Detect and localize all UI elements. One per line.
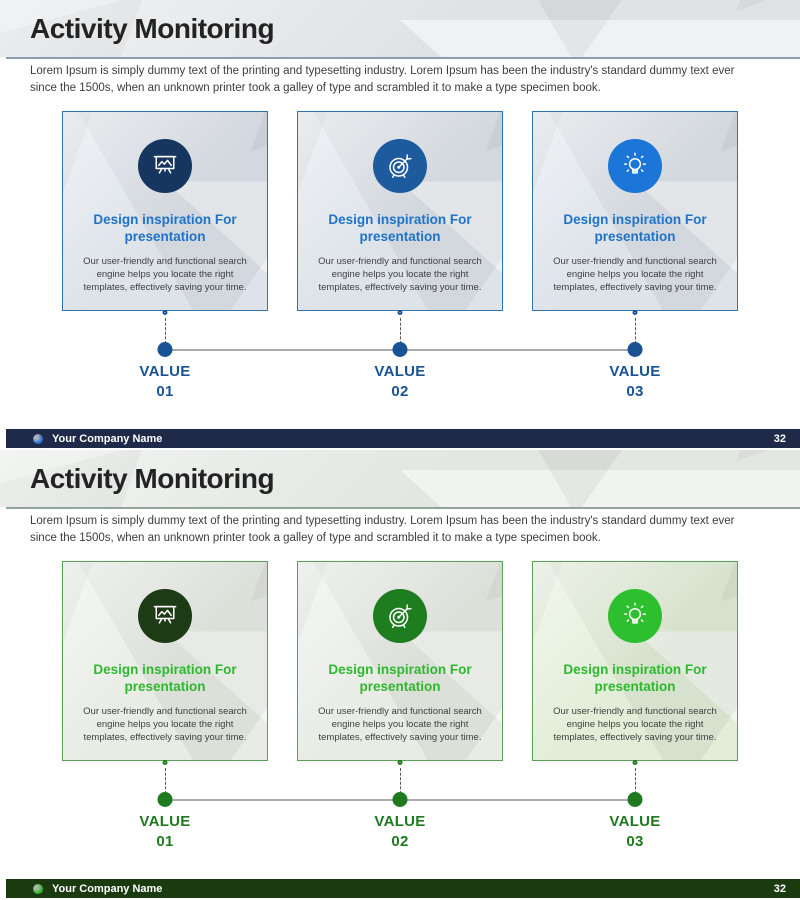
card-body-text: Our user-friendly and functional search engine helps you locate the right templates, effectively saving your time.: [83, 705, 247, 744]
card-body-text: Our user-friendly and functional search engine helps you locate the right templates, effectively saving your time.: [318, 255, 482, 294]
card-heading: Design inspiration For presentation: [328, 212, 472, 244]
slide-green: [0, 450, 800, 900]
value-number: 02: [391, 832, 409, 850]
value-number: 03: [626, 382, 644, 400]
timeline-dashed-connector: [400, 768, 401, 794]
timeline-dot: [628, 342, 643, 357]
timeline-dashed-connector: [635, 768, 636, 794]
value-label-03: [570, 362, 700, 401]
value-number: 01: [156, 832, 174, 850]
value-label-02: [335, 362, 465, 401]
timeline-dot: [628, 792, 643, 807]
card-heading: Design inspiration For presentation: [93, 212, 237, 244]
card-body-text: Our user-friendly and functional search engine helps you locate the right templates, effectively saving your time.: [553, 255, 717, 294]
slide-footer: [6, 879, 800, 898]
slide-title: Activity Monitoring: [30, 463, 275, 494]
card-value-02: [297, 111, 503, 311]
target-arrow-icon: [373, 139, 427, 193]
presentation-chart-icon: [138, 589, 192, 643]
page-number: 32: [773, 882, 786, 895]
page-number: 32: [773, 432, 786, 445]
intro-text: Lorem Ipsum is simply dummy text of the printing and typesetting industry. Lorem Ipsum has been the industry's standard dummy text ever since the 1500s, when an unknown printer took a galley of type and scrambled it to make a type specimen book.: [30, 515, 735, 544]
timeline-dot: [158, 342, 173, 357]
value-number: 01: [156, 382, 174, 400]
connector-ring-dot: [398, 310, 403, 315]
timeline-dashed-connector: [165, 318, 166, 344]
connector-ring-dot: [163, 760, 168, 765]
company-logo-icon: [33, 884, 43, 894]
card-heading: Design inspiration For presentation: [563, 662, 707, 694]
timeline-dot: [158, 792, 173, 807]
value-label-01: [100, 812, 230, 851]
timeline-dot: [393, 792, 408, 807]
card-heading: Design inspiration For presentation: [93, 662, 237, 694]
slide-header: [0, 450, 800, 507]
card-body-text: Our user-friendly and functional search engine helps you locate the right templates, effectively saving your time.: [318, 705, 482, 744]
connector-ring-dot: [398, 760, 403, 765]
intro-text: Lorem Ipsum is simply dummy text of the printing and typesetting industry. Lorem Ipsum has been the industry's standard dummy text ever since the 1500s, when an unknown printer took a galley of type and scrambled it to make a type specimen book.: [30, 65, 735, 94]
connector-ring-dot: [633, 760, 638, 765]
target-arrow-icon: [373, 589, 427, 643]
card-value-01: [62, 111, 268, 311]
timeline-dot: [393, 342, 408, 357]
slide-footer: [6, 429, 800, 448]
value-word: VALUE: [139, 363, 191, 380]
card-body-text: Our user-friendly and functional search engine helps you locate the right templates, effectively saving your time.: [83, 255, 247, 294]
card-value-02: [297, 561, 503, 761]
lightbulb-idea-icon: [608, 139, 662, 193]
company-logo-icon: [33, 434, 43, 444]
slide-title: Activity Monitoring: [30, 13, 275, 44]
value-word: VALUE: [139, 813, 191, 830]
timeline-dashed-connector: [400, 318, 401, 344]
connector-ring-dot: [163, 310, 168, 315]
card-heading: Design inspiration For presentation: [328, 662, 472, 694]
card-heading: Design inspiration For presentation: [563, 212, 707, 244]
value-label-02: [335, 812, 465, 851]
card-value-03: [532, 561, 738, 761]
value-label-01: [100, 362, 230, 401]
value-label-03: [570, 812, 700, 851]
presentation-chart-icon: [138, 139, 192, 193]
value-word: VALUE: [609, 363, 661, 380]
card-body-text: Our user-friendly and functional search engine helps you locate the right templates, effectively saving your time.: [553, 705, 717, 744]
connector-ring-dot: [633, 310, 638, 315]
lightbulb-idea-icon: [608, 589, 662, 643]
header-divider: [6, 57, 800, 59]
header-divider: [6, 507, 800, 509]
card-value-03: [532, 111, 738, 311]
value-word: VALUE: [374, 363, 426, 380]
slide-header: [0, 0, 800, 57]
company-name: Your Company Name: [52, 432, 163, 445]
value-word: VALUE: [374, 813, 426, 830]
card-value-01: [62, 561, 268, 761]
timeline-dashed-connector: [635, 318, 636, 344]
value-number: 02: [391, 382, 409, 400]
value-word: VALUE: [609, 813, 661, 830]
timeline-dashed-connector: [165, 768, 166, 794]
company-name: Your Company Name: [52, 882, 163, 895]
value-number: 03: [626, 832, 644, 850]
